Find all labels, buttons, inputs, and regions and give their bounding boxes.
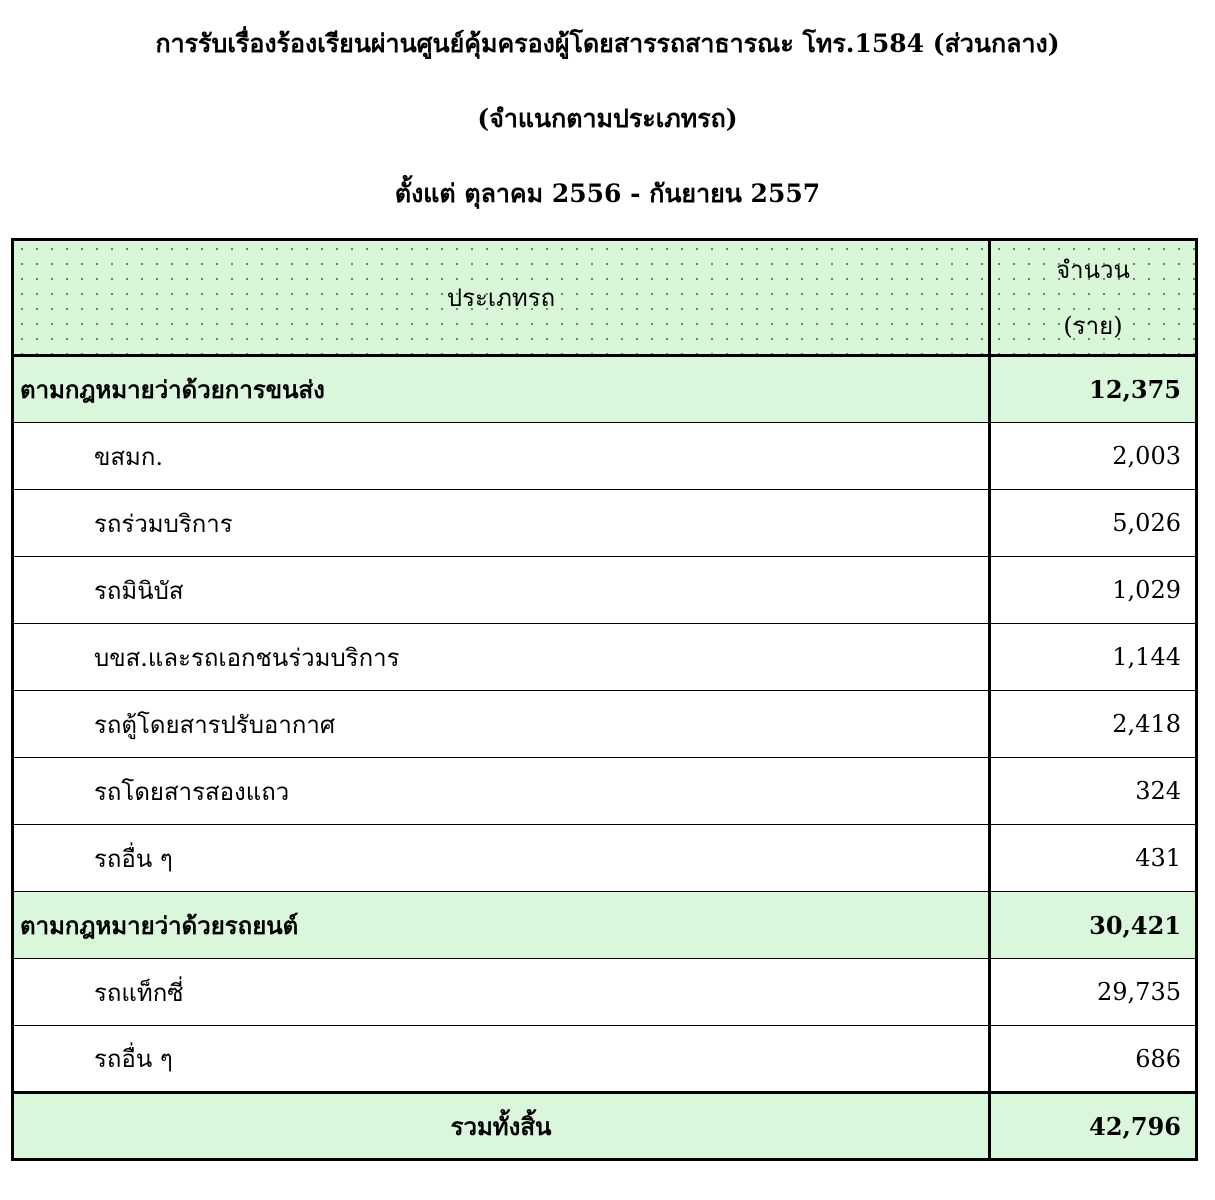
- row-label: รถโดยสารสองแถว: [13, 758, 990, 825]
- section-label: ตามกฎหมายว่าด้วยรถยนต์: [13, 892, 990, 959]
- row-value: 1,144: [990, 624, 1197, 691]
- section-row-vehicle-law: [13, 892, 1197, 959]
- table-row: [13, 557, 1197, 624]
- table-header-row: [13, 240, 1197, 356]
- column-header-count: [990, 240, 1197, 356]
- section-label: ตามกฎหมายว่าด้วยการขนส่ง: [13, 356, 990, 423]
- row-value: 686: [990, 1026, 1197, 1093]
- grand-total-row: [13, 1093, 1197, 1160]
- table-row: [13, 423, 1197, 490]
- row-value: 2,418: [990, 691, 1197, 758]
- grand-total-label: รวมทั้งสิ้น: [13, 1093, 990, 1160]
- report-title: การรับเรื่องร้องเรียนผ่านศูนย์คุ้มครองผู้โดยสารรถสาธารณะ โทร.1584 (ส่วนกลาง): [155, 29, 1060, 58]
- row-label: รถตู้โดยสารปรับอากาศ: [13, 691, 990, 758]
- column-header-count-line2: (ราย): [1063, 311, 1123, 340]
- row-value: 324: [990, 758, 1197, 825]
- row-value: 29,735: [990, 959, 1197, 1026]
- table-row: [13, 624, 1197, 691]
- row-value: 2,003: [990, 423, 1197, 490]
- section-total: 12,375: [990, 356, 1197, 423]
- row-label: รถมินิบัส: [13, 557, 990, 624]
- table-row: [13, 691, 1197, 758]
- table-row: [13, 758, 1197, 825]
- row-label: บขส.และรถเอกชนร่วมบริการ: [13, 624, 990, 691]
- row-value: 431: [990, 825, 1197, 892]
- row-value: 1,029: [990, 557, 1197, 624]
- section-total: 30,421: [990, 892, 1197, 959]
- table-row: [13, 825, 1197, 892]
- column-header-type: [13, 240, 990, 356]
- row-value: 5,026: [990, 490, 1197, 557]
- table-row: [13, 490, 1197, 557]
- grand-total-value: 42,796: [990, 1093, 1197, 1160]
- complaints-table: [11, 238, 1198, 1161]
- row-label: รถอื่น ๆ: [13, 1026, 990, 1093]
- row-label: ขสมก.: [13, 423, 990, 490]
- report-subtitle: (จำแนกตามประเภทรถ): [477, 104, 738, 133]
- report-period: ตั้งแต่ ตุลาคม 2556 - กันยายน 2557: [394, 179, 821, 208]
- row-label: รถร่วมบริการ: [13, 490, 990, 557]
- row-label: รถอื่น ๆ: [13, 825, 990, 892]
- table-row: [13, 1026, 1197, 1093]
- column-header-type-label: ประเภทรถ: [446, 284, 556, 312]
- column-header-count-line1: จำนวน: [1056, 255, 1130, 284]
- row-label: รถแท็กซี่: [13, 959, 990, 1026]
- section-row-transport-law: [13, 356, 1197, 423]
- table-row: [13, 959, 1197, 1026]
